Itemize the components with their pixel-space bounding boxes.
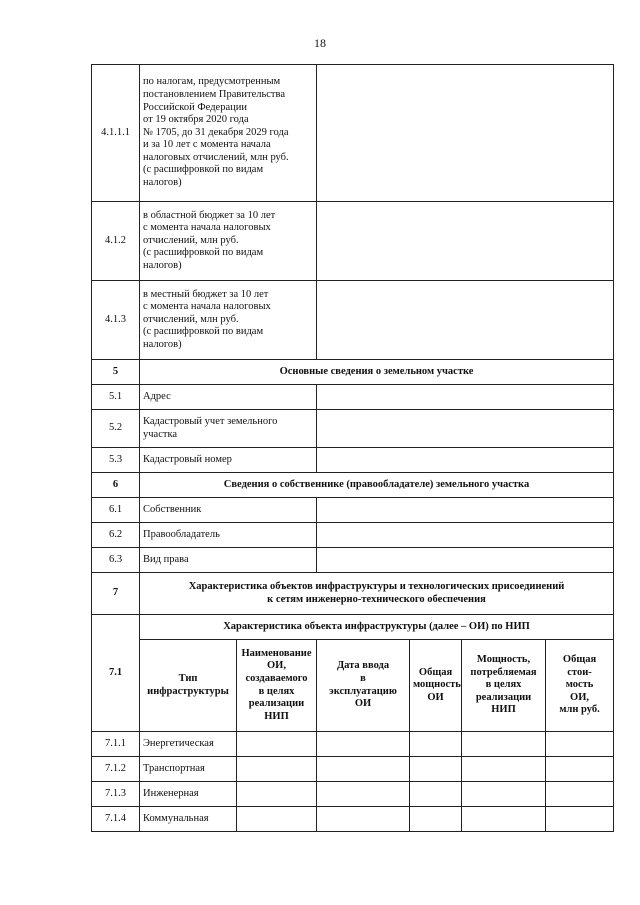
value-cell[interactable] bbox=[317, 448, 614, 473]
header-row bbox=[92, 640, 614, 732]
section-row bbox=[92, 573, 614, 615]
row-number: 5.1 bbox=[92, 385, 140, 410]
section-row bbox=[92, 360, 614, 385]
row-label: в областной бюджет за 10 лет с момента начала налоговых отчислений, млн руб. (с расшифровкой по видам налогов) bbox=[140, 202, 317, 281]
value-cell[interactable] bbox=[237, 807, 317, 832]
table-row bbox=[92, 385, 614, 410]
table-row bbox=[92, 523, 614, 548]
row-label: Собственник bbox=[140, 498, 317, 523]
value-cell[interactable] bbox=[410, 807, 462, 832]
column-header: Наименование ОИ, создаваемого в целях реализации НИП bbox=[237, 640, 317, 732]
value-cell[interactable] bbox=[317, 523, 614, 548]
row-label: Кадастровый учет земельного участка bbox=[140, 410, 317, 448]
table-row bbox=[92, 410, 614, 448]
table-row bbox=[92, 732, 614, 757]
table-row bbox=[92, 202, 614, 281]
value-cell[interactable] bbox=[546, 757, 614, 782]
value-cell[interactable] bbox=[462, 732, 546, 757]
section-number: 6 bbox=[92, 473, 140, 498]
value-cell[interactable] bbox=[546, 782, 614, 807]
row-number: 6.2 bbox=[92, 523, 140, 548]
value-cell[interactable] bbox=[462, 757, 546, 782]
row-label: Инженерная bbox=[140, 782, 237, 807]
value-cell[interactable] bbox=[317, 281, 614, 360]
value-cell[interactable] bbox=[462, 782, 546, 807]
value-cell[interactable] bbox=[237, 732, 317, 757]
value-cell[interactable] bbox=[317, 65, 614, 202]
row-label: Кадастровый номер bbox=[140, 448, 317, 473]
row-label: Транспортная bbox=[140, 757, 237, 782]
row-label: Вид права bbox=[140, 548, 317, 573]
value-cell[interactable] bbox=[317, 732, 410, 757]
row-label: по налогам, предусмотренным постановлением Правительства Российской Федерации от 19 октября 2020 года № 1705, до 31 декабря 2029 года и за 10 лет с момента начала налоговых отчислений, млн руб. (с расшифровкой по видам налогов) bbox=[140, 65, 317, 202]
page-number: 18 bbox=[314, 36, 326, 50]
value-cell[interactable] bbox=[410, 782, 462, 807]
table-row bbox=[92, 498, 614, 523]
row-number: 7.1.4 bbox=[92, 807, 140, 832]
value-cell[interactable] bbox=[317, 498, 614, 523]
subsection-number: 7.1 bbox=[92, 615, 140, 732]
row-number: 7.1.1 bbox=[92, 732, 140, 757]
value-cell[interactable] bbox=[237, 782, 317, 807]
column-header: Тип инфраструктуры bbox=[140, 640, 237, 732]
form-table bbox=[91, 64, 614, 832]
section-title: Основные сведения о земельном участке bbox=[140, 360, 614, 385]
section-number: 5 bbox=[92, 360, 140, 385]
table-row bbox=[92, 548, 614, 573]
section-title: Сведения о собственнике (правообладателе) земельного участка bbox=[140, 473, 614, 498]
row-label: Правообладатель bbox=[140, 523, 317, 548]
column-header: Дата ввода в эксплуатацию ОИ bbox=[317, 640, 410, 732]
table-row bbox=[92, 757, 614, 782]
value-cell[interactable] bbox=[317, 202, 614, 281]
row-number: 4.1.1.1 bbox=[92, 65, 140, 202]
value-cell[interactable] bbox=[317, 385, 614, 410]
row-label: в местный бюджет за 10 лет с момента начала налоговых отчислений, млн руб. (с расшифровкой по видам налогов) bbox=[140, 281, 317, 360]
table-row bbox=[92, 65, 614, 202]
value-cell[interactable] bbox=[546, 732, 614, 757]
value-cell[interactable] bbox=[317, 757, 410, 782]
subsection-title: Характеристика объекта инфраструктуры (далее – ОИ) по НИП bbox=[140, 615, 614, 640]
value-cell[interactable] bbox=[317, 410, 614, 448]
row-number: 7.1.3 bbox=[92, 782, 140, 807]
value-cell[interactable] bbox=[546, 807, 614, 832]
column-header: Мощность, потребляемая в целях реализации НИП bbox=[462, 640, 546, 732]
row-label: Коммунальная bbox=[140, 807, 237, 832]
column-header: Общая мощность ОИ bbox=[410, 640, 462, 732]
row-number: 7.1.2 bbox=[92, 757, 140, 782]
row-number: 6.3 bbox=[92, 548, 140, 573]
value-cell[interactable] bbox=[317, 807, 410, 832]
row-label: Адрес bbox=[140, 385, 317, 410]
row-number: 6.1 bbox=[92, 498, 140, 523]
table-row bbox=[92, 782, 614, 807]
subsection-row bbox=[92, 615, 614, 640]
row-number: 5.2 bbox=[92, 410, 140, 448]
section-title: Характеристика объектов инфраструктуры и технологических присоединений к сетям инженерно-технического обеспечения bbox=[140, 573, 614, 615]
value-cell[interactable] bbox=[317, 782, 410, 807]
column-header: Общая стои- мость ОИ, млн руб. bbox=[546, 640, 614, 732]
section-number: 7 bbox=[92, 573, 140, 615]
row-number: 4.1.3 bbox=[92, 281, 140, 360]
value-cell[interactable] bbox=[237, 757, 317, 782]
value-cell[interactable] bbox=[317, 548, 614, 573]
value-cell[interactable] bbox=[410, 732, 462, 757]
row-number: 5.3 bbox=[92, 448, 140, 473]
value-cell[interactable] bbox=[410, 757, 462, 782]
table-row bbox=[92, 448, 614, 473]
table-row bbox=[92, 807, 614, 832]
row-label: Энергетическая bbox=[140, 732, 237, 757]
section-row bbox=[92, 473, 614, 498]
value-cell[interactable] bbox=[462, 807, 546, 832]
table-row bbox=[92, 281, 614, 360]
row-number: 4.1.2 bbox=[92, 202, 140, 281]
